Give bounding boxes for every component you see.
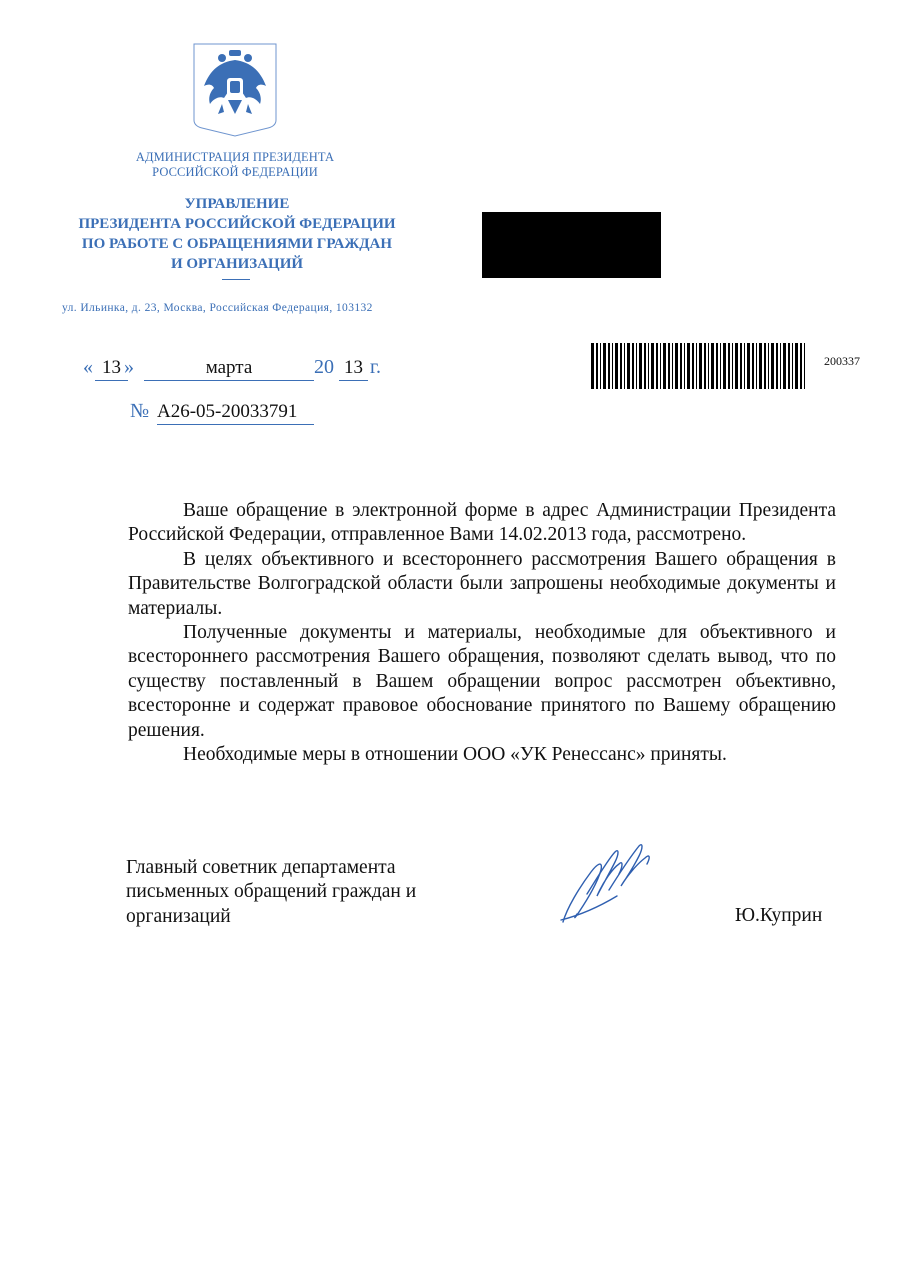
dept-line-3: ПО РАБОТЕ С ОБРАЩЕНИЯМИ ГРАЖДАН	[81, 236, 393, 252]
date-month: марта	[144, 356, 314, 381]
dept-line-2: ПРЕЗИДЕНТА РОССИЙСКОЙ ФЕДЕРАЦИИ	[78, 216, 396, 232]
date-close-quote: »	[124, 356, 134, 378]
dept-line-1: УПРАВЛЕНИЕ	[184, 196, 290, 212]
double-headed-eagle-icon	[192, 42, 278, 138]
admin-line-2: РОССИЙСКОЙ ФЕДЕРАЦИИ	[152, 165, 318, 179]
barcode-number: 200337	[824, 354, 860, 368]
letter-body	[128, 499, 836, 767]
body-paragraph: Ваше обращение в электронной форме в адрес Администрации Президента Российской Федерации, отправленное Вами 14.02.2013 года, рассмотрено.	[128, 500, 836, 546]
signer-title-line-3: организаций	[126, 905, 231, 927]
body-paragraph: Необходимые меры в отношении ООО «УК Ренессанс» приняты.	[183, 744, 727, 766]
letterhead-divider	[222, 279, 250, 280]
date-year-prefix: 20	[314, 356, 334, 378]
body-paragraph: В целях объективного и всестороннего рассмотрения Вашего обращения в Правительстве Волгоградской области были запрошены необходимые документы и материалы.	[128, 548, 836, 619]
date-open-quote: «	[83, 356, 93, 378]
reference-number-label: №	[130, 400, 150, 422]
administration-title	[120, 150, 350, 180]
dept-line-4: И ОРГАНИЗАЦИЙ	[170, 256, 304, 272]
date-year-suffix: 13	[339, 356, 368, 381]
admin-line-1: АДМИНИСТРАЦИЯ ПРЕЗИДЕНТА	[135, 150, 335, 164]
department-title	[70, 194, 404, 274]
body-paragraph: Полученные документы и материалы, необходимые для объективного и всестороннего рассмотрения Вашего обращения, позволяют сделать вывод, что по существу поставленный в Вашем обращении вопрос рассмотрен объективно, всесторонне и содержат правовое обоснование принятого по Вашему обращению решения.	[128, 622, 836, 741]
reference-number: А26-05-20033791	[157, 400, 314, 425]
handwritten-signature	[557, 838, 657, 924]
date-day: 13	[95, 356, 128, 381]
date-year-label: г.	[370, 356, 381, 378]
redacted-recipient-block	[482, 212, 661, 278]
barcode-image	[591, 343, 809, 389]
signer-title-line-1: Главный советник департамента	[126, 857, 396, 878]
letterhead-address: ул. Ильинка, д. 23, Москва, Российская Федерация, 103132	[62, 302, 373, 314]
signer-name: Ю.Куприн	[735, 905, 823, 926]
signer-title	[126, 856, 466, 929]
signer-title-line-2: письменных обращений граждан и	[126, 881, 417, 903]
